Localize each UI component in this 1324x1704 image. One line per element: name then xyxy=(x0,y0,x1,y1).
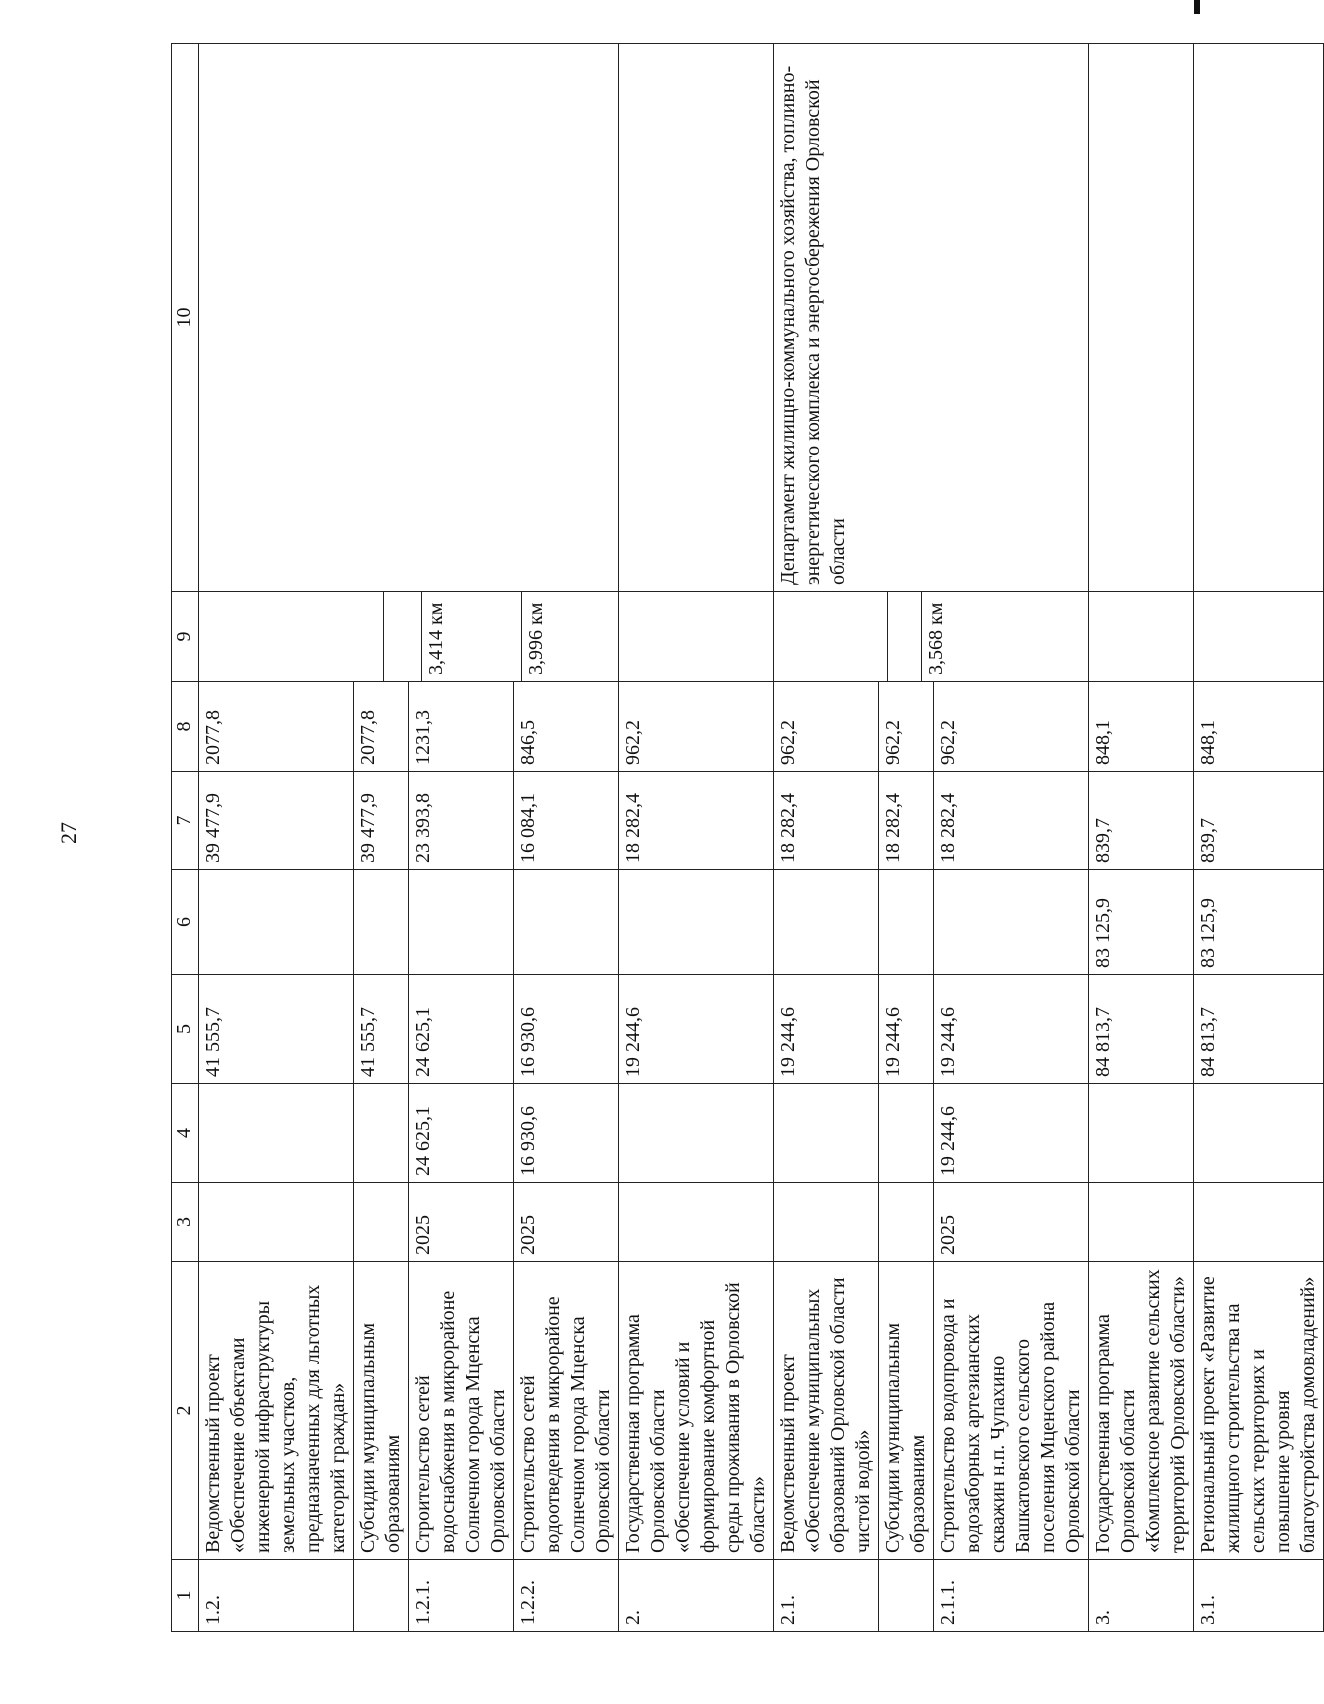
cell-col6 xyxy=(514,870,619,975)
cell-responsible-empty xyxy=(1089,44,1194,592)
cell-col8: 962,2 xyxy=(619,682,774,772)
cell-col4 xyxy=(1089,1084,1194,1183)
cell-number: 2.1.1. xyxy=(934,1560,1089,1632)
cell-col8: 962,2 xyxy=(879,682,934,772)
cell-number xyxy=(879,1560,934,1632)
cell-year xyxy=(879,1183,934,1262)
cell-col5: 84 813,7 xyxy=(1089,975,1194,1084)
cell-col6 xyxy=(879,870,934,975)
cell-col5: 41 555,7 xyxy=(354,975,409,1084)
cell-col7: 18 282,4 xyxy=(934,772,1089,870)
cell-col5: 19 244,6 xyxy=(619,975,774,1084)
header-cell: 6 xyxy=(172,870,199,975)
header-cell: 7 xyxy=(172,772,199,870)
cell-col4 xyxy=(774,1084,879,1183)
header-cell: 9 xyxy=(172,592,199,682)
cell-col4 xyxy=(879,1084,934,1183)
cell-number: 2. xyxy=(619,1560,774,1632)
cell-col8: 2077,8 xyxy=(199,682,354,772)
cell-name: Строительство водопровода и водозаборных артезианских скважин н.п. Чупахино Башкатовского сельского поселения Мценского района Орловской области xyxy=(934,1262,1089,1560)
cell-col6 xyxy=(774,870,879,975)
cell-name: Субсидии муниципальным образованиям xyxy=(354,1262,409,1560)
cell-name: Государственная программа Орловской области «Обеспечение условий и формирование комфортной среды проживания в Орловской области» xyxy=(619,1262,774,1560)
header-cell: 10 xyxy=(172,44,199,592)
header-cell: 3 xyxy=(172,1183,199,1262)
cell-col5: 16 930,6 xyxy=(514,975,619,1084)
cell-responsible: Департамент жилищно-коммунального хозяйства, топливно-энергетического комплекса и энергосбережения Орловской области xyxy=(774,44,1089,592)
cell-number: 1.2.1. xyxy=(409,1560,514,1632)
cell-number xyxy=(354,1560,409,1632)
header-cell: 5 xyxy=(172,975,199,1084)
cell-col8: 1231,3 xyxy=(409,682,514,772)
cell-col7: 23 393,8 xyxy=(409,772,514,870)
cell-col9 xyxy=(887,592,922,681)
cell-col5: 19 244,6 xyxy=(774,975,879,1084)
cell-col6 xyxy=(619,870,774,975)
cell-name: Субсидии муниципальным образованиям xyxy=(879,1262,934,1560)
table-row xyxy=(774,44,879,1632)
cell-col7: 39 477,9 xyxy=(354,772,409,870)
budget-table xyxy=(171,43,1324,1632)
cell-col7: 18 282,4 xyxy=(774,772,879,870)
cell-name: Строительство сетей водоснабжения в микрорайоне Солнечном города Мценска Орловской области xyxy=(409,1262,514,1560)
cell-col4 xyxy=(354,1084,409,1183)
cell-col5: 84 813,7 xyxy=(1194,975,1324,1084)
cell-number: 3.1. xyxy=(1194,1560,1324,1632)
col9-group xyxy=(774,592,1089,682)
budget-table-rotated xyxy=(171,44,1319,1632)
cell-col7: 18 282,4 xyxy=(619,772,774,870)
cell-number: 2.1. xyxy=(774,1560,879,1632)
cell-col6 xyxy=(354,870,409,975)
cell-col8: 962,2 xyxy=(774,682,879,772)
cell-year: 2025 xyxy=(409,1183,514,1262)
col9-group xyxy=(199,592,619,682)
cell-name: Строительство сетей водоотведения в микрорайоне Солнечном города Мценска Орловской области xyxy=(514,1262,619,1560)
cell-col4: 24 625,1 xyxy=(409,1084,514,1183)
cell-col4 xyxy=(619,1084,774,1183)
cell-col4 xyxy=(1194,1084,1324,1183)
table-row xyxy=(1089,44,1194,1632)
table-row xyxy=(1194,44,1324,1632)
cell-year xyxy=(1089,1183,1194,1262)
header-cell: 2 xyxy=(172,1262,199,1560)
table-row xyxy=(199,44,354,1632)
cell-name: Ведомственный проект «Обеспечение муниципальных образований Орловской области чистой водой» xyxy=(774,1262,879,1560)
cell-name: Региональный проект «Развитие жилищного строительства на сельских территориях и повышение уровня благоустройства домовладений» xyxy=(1194,1262,1324,1560)
cell-responsible-empty xyxy=(199,44,619,592)
cell-col9: 3,568 км xyxy=(925,602,948,675)
cell-year: 2025 xyxy=(934,1183,1089,1262)
cell-responsible-empty xyxy=(1194,44,1324,592)
cell-col9 xyxy=(199,592,383,681)
cell-col8: 962,2 xyxy=(934,682,1089,772)
cell-year xyxy=(1194,1183,1324,1262)
cell-col9: 3,414 км xyxy=(421,592,522,681)
cell-year xyxy=(354,1183,409,1262)
cell-col7: 16 084,1 xyxy=(514,772,619,870)
cell-col9 xyxy=(383,592,421,681)
page-number: 27 xyxy=(56,822,81,844)
cell-col8: 848,1 xyxy=(1089,682,1194,772)
header-cell: 8 xyxy=(172,682,199,772)
cell-col4: 16 930,6 xyxy=(514,1084,619,1183)
cell-number: 1.2. xyxy=(199,1560,354,1632)
cell-col9: 3,996 км xyxy=(525,602,548,675)
cell-col9 xyxy=(1194,592,1324,682)
cell-col5: 24 625,1 xyxy=(409,975,514,1084)
cell-col8: 848,1 xyxy=(1194,682,1324,772)
cell-year xyxy=(619,1183,774,1262)
cell-col5: 41 555,7 xyxy=(199,975,354,1084)
corner-mark xyxy=(1194,0,1200,14)
cell-name: Ведомственный проект «Обеспечение объектами инженерной инфраструктуры земельных участков, предназначенных для льготных категорий граждан» xyxy=(199,1262,354,1560)
cell-col9 xyxy=(774,592,887,681)
cell-col8: 2077,8 xyxy=(354,682,409,772)
cell-col5: 19 244,6 xyxy=(879,975,934,1084)
cell-col7: 39 477,9 xyxy=(199,772,354,870)
cell-col7: 18 282,4 xyxy=(879,772,934,870)
cell-col6 xyxy=(409,870,514,975)
col9-subtable xyxy=(199,592,618,681)
cell-col9 xyxy=(1089,592,1194,682)
cell-col8: 846,5 xyxy=(514,682,619,772)
table-row xyxy=(619,44,774,1632)
header-cell: 4 xyxy=(172,1084,199,1183)
cell-col6: 83 125,9 xyxy=(1194,870,1324,975)
cell-number: 1.2.2. xyxy=(514,1560,619,1632)
cell-col4: 19 244,6 xyxy=(934,1084,1089,1183)
col9-subtable xyxy=(774,592,1088,681)
cell-responsible-empty xyxy=(619,44,774,592)
cell-year xyxy=(199,1183,354,1262)
cell-col7: 839,7 xyxy=(1089,772,1194,870)
header-row xyxy=(172,44,199,1632)
cell-col6: 83 125,9 xyxy=(1089,870,1194,975)
cell-col6 xyxy=(199,870,354,975)
cell-col5: 19 244,6 xyxy=(934,975,1089,1084)
header-cell: 1 xyxy=(172,1560,199,1632)
cell-year: 2025 xyxy=(514,1183,619,1262)
cell-name: Государственная программа Орловской области «Комплексное развитие сельских территорий Орловской области» xyxy=(1089,1262,1194,1560)
cell-col6 xyxy=(934,870,1089,975)
cell-year xyxy=(774,1183,879,1262)
cell-col9 xyxy=(619,592,774,682)
cell-col4 xyxy=(199,1084,354,1183)
cell-col7: 839,7 xyxy=(1194,772,1324,870)
cell-number: 3. xyxy=(1089,1560,1194,1632)
